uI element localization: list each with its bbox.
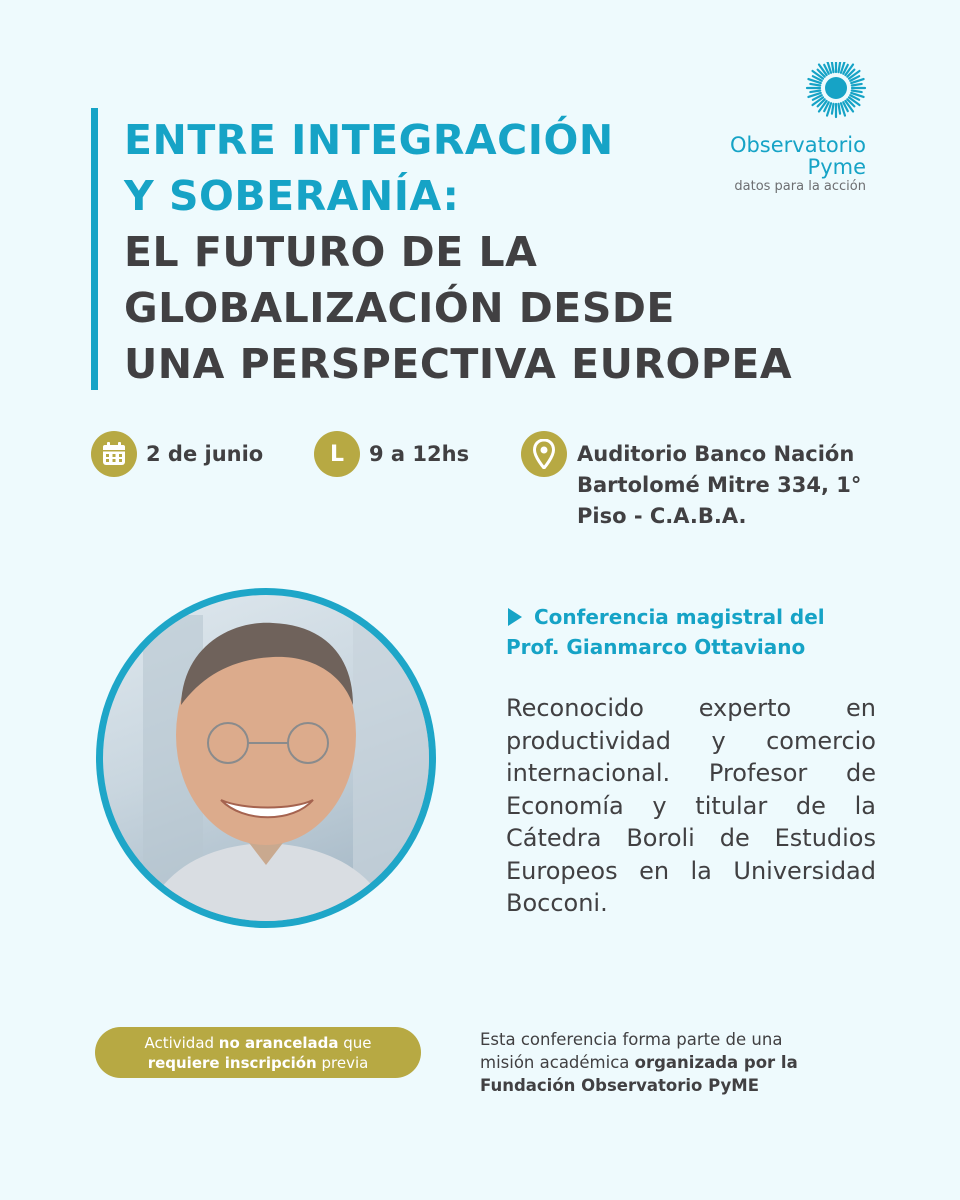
event-venue	[577, 439, 861, 532]
bio-line-7: Bocconi.	[506, 889, 608, 917]
bio-line-6: Europeos en la Universidad	[506, 856, 876, 885]
logo-ray	[839, 62, 841, 72]
sunburst-logo-icon	[798, 62, 874, 138]
conference-heading-line-1	[506, 602, 825, 632]
bio-line-2: productividad y comercio	[506, 726, 876, 755]
note-line-3	[480, 1074, 798, 1097]
title-line-3: EL FUTURO DE LA	[124, 228, 538, 276]
title-line-5: UNA PERSPECTIVA EUROPEA	[124, 340, 793, 388]
logo-ray	[852, 91, 862, 93]
logo-ray	[832, 104, 834, 114]
calendar-icon	[91, 431, 137, 477]
logo-ray	[810, 91, 820, 93]
title-accent-bar	[91, 108, 98, 390]
logo-ray	[852, 84, 862, 86]
venue-line-1: Auditorio Banco Nación	[577, 442, 855, 466]
title-line-2: Y SOBERANÍA:	[124, 172, 460, 220]
clock-icon	[314, 431, 360, 477]
title-line-1: ENTRE INTEGRACIÓN	[124, 116, 614, 164]
logo-name-line-1: Observatorio	[729, 133, 866, 157]
conference-heading-line-2: Prof. Gianmarco Ottaviano	[506, 635, 806, 659]
pill-text: que	[338, 1033, 372, 1052]
note-bold-text: organizada por la	[634, 1053, 798, 1072]
bio-line-3: internacional. Profesor de	[506, 759, 876, 787]
event-time: 9 a 12hs	[369, 442, 470, 466]
conference-heading-text-1: Conferencia magistral del	[534, 605, 825, 629]
event-title	[124, 112, 792, 392]
chevron-right-icon	[508, 608, 522, 626]
note-line-2	[480, 1051, 798, 1074]
note-text: misión académica	[480, 1053, 635, 1072]
conference-heading	[506, 602, 825, 662]
pill-bold-text: requiere inscripción	[147, 1053, 317, 1072]
logo-tagline: datos para la acción	[734, 179, 866, 194]
free-registration-badge	[95, 1027, 421, 1078]
logo-name-line-2: Pyme	[807, 155, 866, 179]
speaker-photo-image	[103, 595, 429, 921]
speaker-bio	[506, 692, 876, 920]
note-bold-text: Fundación Observatorio PyME	[480, 1076, 759, 1095]
pill-text: Actividad	[144, 1033, 219, 1052]
pill-bold-text: no arancelada	[218, 1033, 339, 1052]
pill-line-1	[95, 1033, 421, 1053]
logo-ray	[839, 104, 841, 114]
pill-text: previa	[316, 1053, 369, 1072]
location-pin-icon	[521, 431, 567, 477]
bio-line-5: Cátedra Boroli de Estudios	[506, 824, 876, 852]
venue-line-3: Piso - C.A.B.A.	[577, 504, 747, 528]
pill-line-2	[95, 1053, 421, 1073]
logo-ray	[832, 62, 834, 72]
logo-ray	[810, 84, 820, 86]
clock-icon-letter: L	[329, 441, 345, 467]
event-date: 2 de junio	[146, 442, 264, 466]
title-line-4: GLOBALIZACIÓN DESDE	[124, 284, 675, 332]
bio-line-4: Economía y titular de la	[506, 791, 876, 820]
organizer-note	[480, 1028, 798, 1097]
bio-line-1: Reconocido experto en	[506, 694, 876, 722]
venue-line-2: Bartolomé Mitre 334, 1°	[577, 473, 862, 497]
speaker-photo	[96, 588, 436, 928]
logo-name	[730, 134, 866, 178]
note-line-1: Esta conferencia forma parte de una	[480, 1030, 783, 1049]
